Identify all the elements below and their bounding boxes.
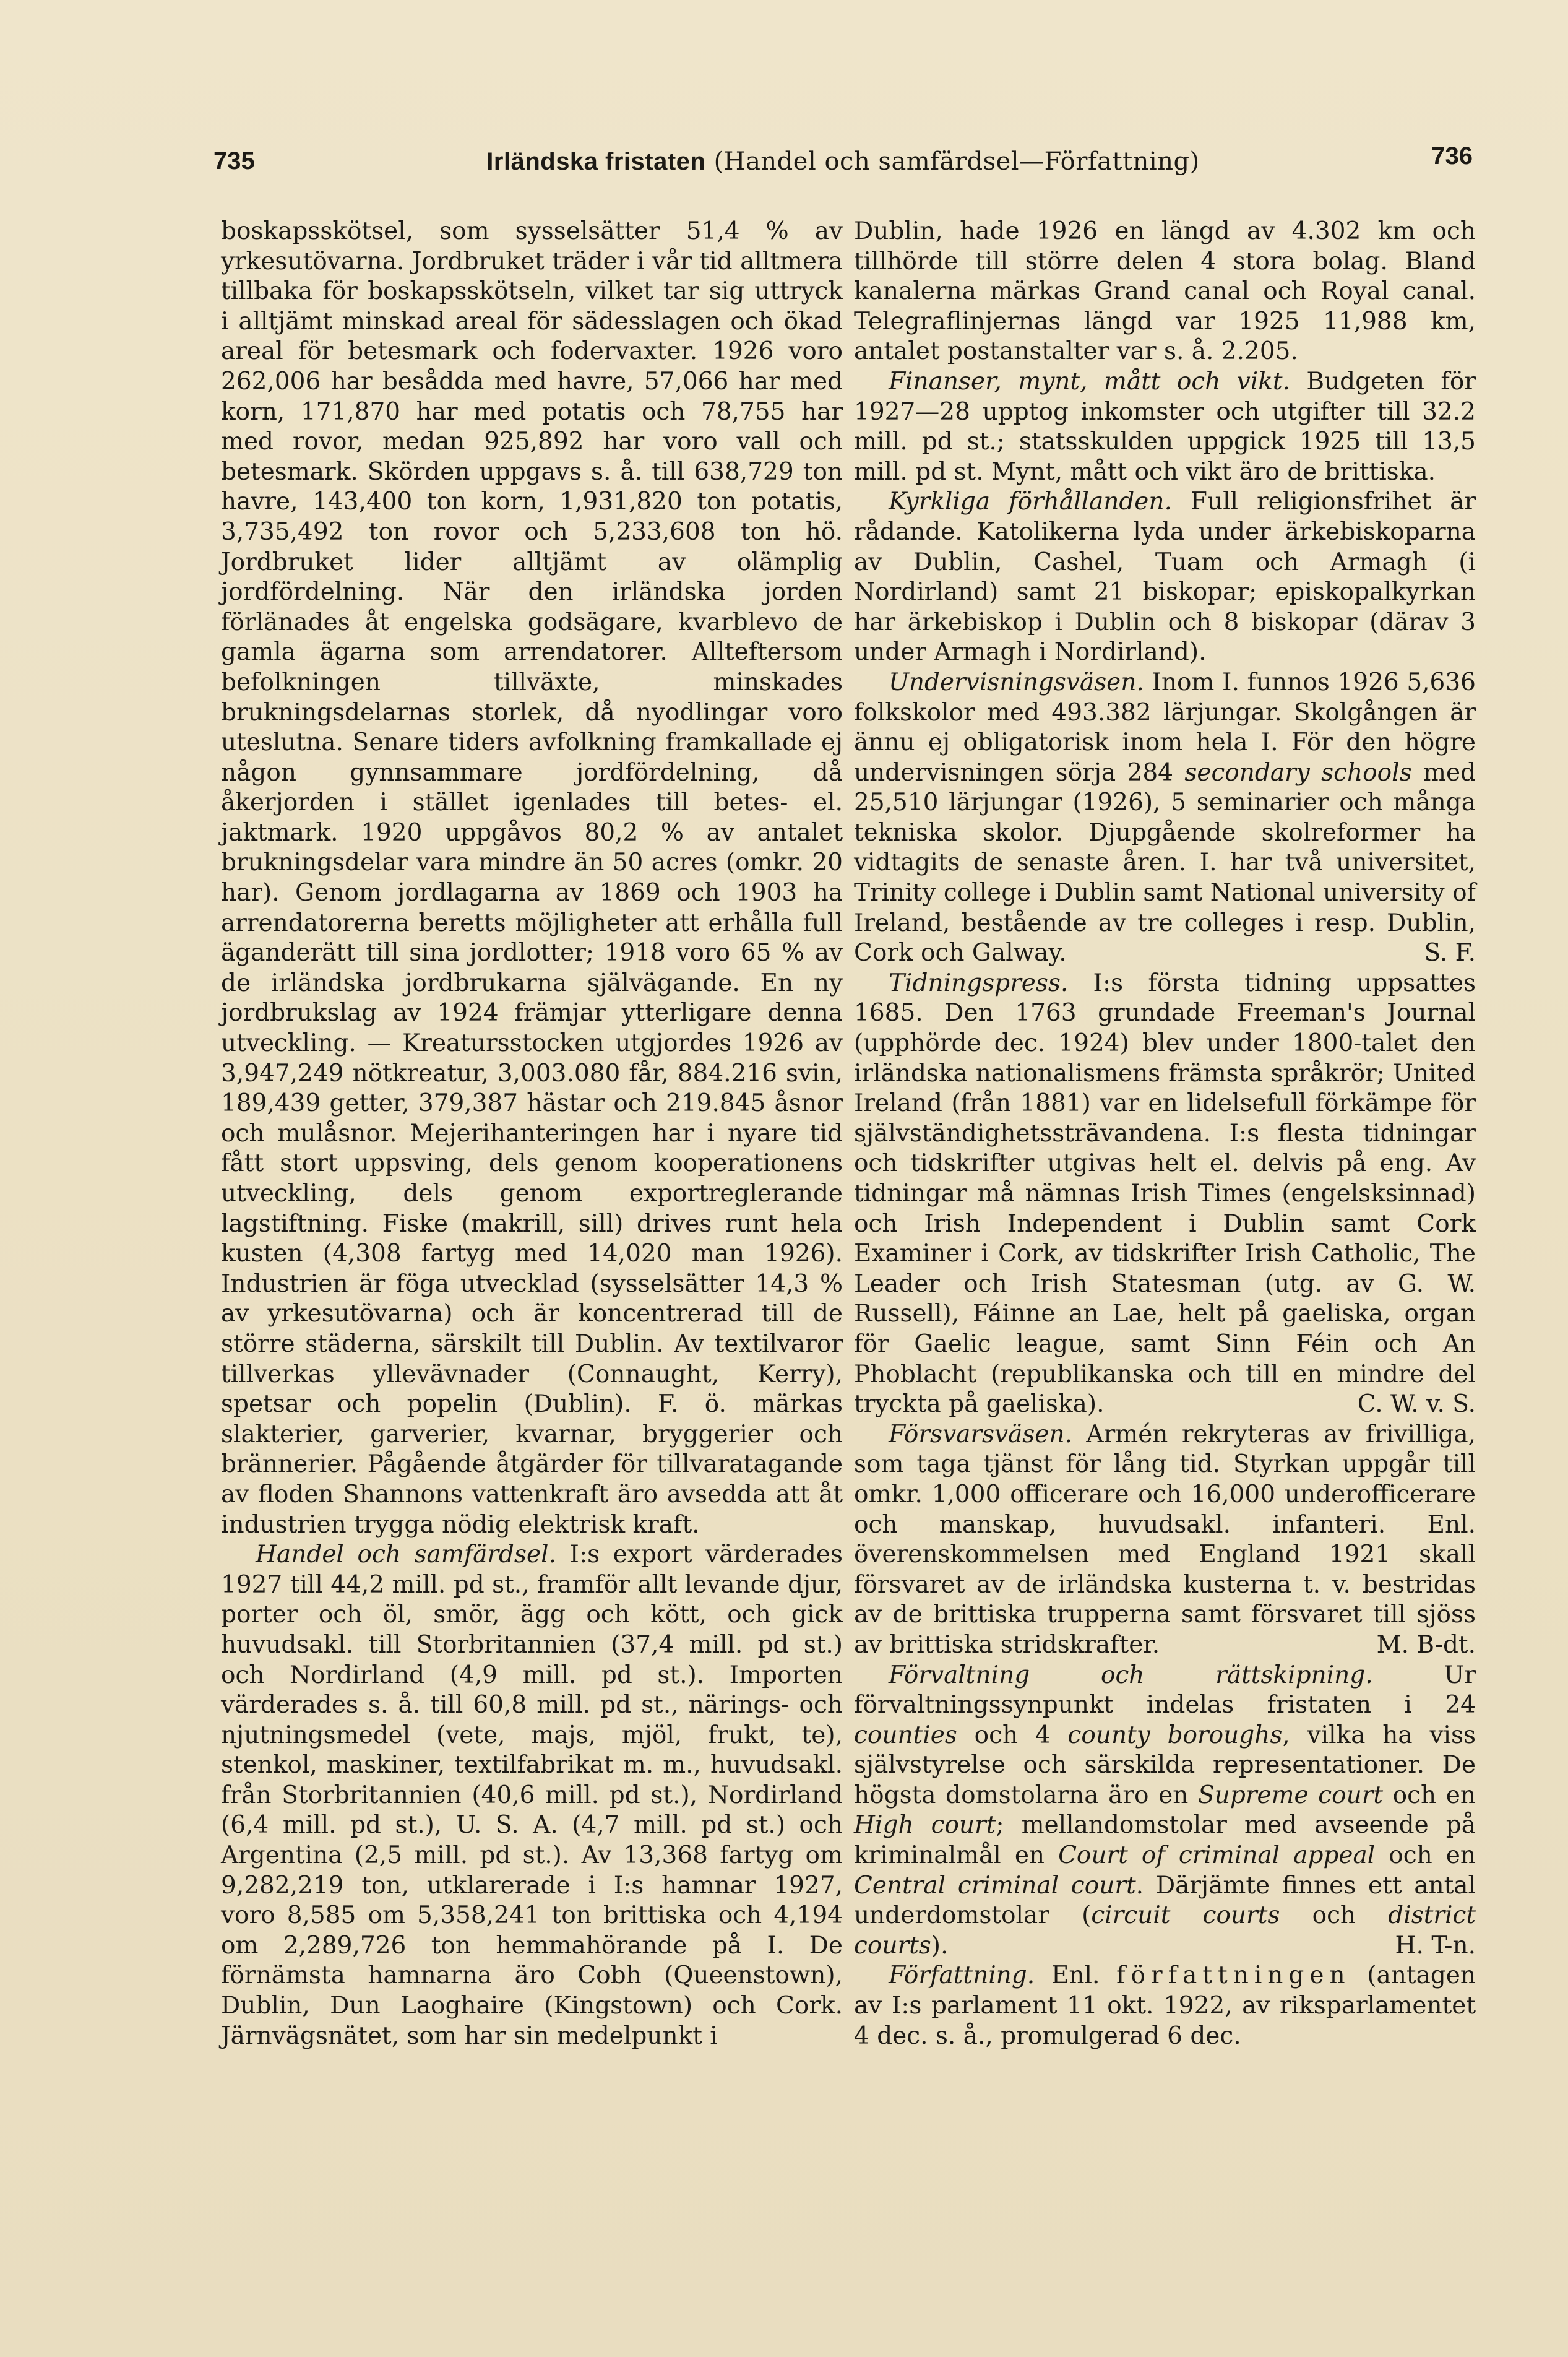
author-signature-education: S. F. <box>1424 939 1476 967</box>
section-heading-trade: Handel och samfärdsel. <box>256 1541 556 1569</box>
running-head-section: (Handel och samfärdsel—Författning) <box>713 147 1200 176</box>
term-secondary-schools: secondary schools <box>1184 758 1412 787</box>
section-heading-church: Kyrkliga förhållanden. <box>889 488 1172 516</box>
text-fragment: och 4 <box>957 1721 1068 1749</box>
section-heading-constitution: Författning. <box>889 1961 1035 1990</box>
paragraph-constitution-text: (antagen av I:s parlament 11 okt. 1922, av riksparlamentet 4 dec. s. å., promulgerad 6 dec. <box>854 1961 1476 2050</box>
paragraph-transport: Dublin, hade 1926 en längd av 4.302 km och tillhörde till större delen 4 stora bolag. Bland kanalerna märkas Grand canal och Royal canal. Telegraflinjernas längd var 1925 11,988 km, antalet postanstalter var s. å. 2.205. <box>854 217 1476 366</box>
term-counties: counties <box>854 1721 957 1749</box>
page-header <box>213 142 1473 191</box>
paragraph-press-text: I:s första tidning uppsattes 1685. Den 1763 grundade Freeman's Journal (upphörde dec. 1924) blev under 1800-talet den irländska nationalismens främsta språkrör; United Ireland (från 1881) var en lidelsefull förkämpe för självständighetssträvandena. I:s flesta tidningar och tidskrifter utgivas helt el. delvis på eng. Av tidningar må nämnas Irish Times (engelsksinnad) och Irish Independent i Dublin samt Cork Examiner i Cork, av tidskrifter Irish Catholic, The Leader och Irish Statesman (utg. av G. W. Russell), Fáinne an Lae, helt på gaeliska, organ för Gaelic league, samt Sinn Féin och An Phoblacht (republikanska och till en mindre del tryckta på gaeliska). <box>854 969 1476 1419</box>
paragraph-trade-text: I:s export värderades 1927 till 44,2 mill. pd st., framför allt levande djur, porter och öl, smör, ägg och kött, och gick huvudsakl. till Storbritannien (37,4 mill. pd st.) och Nordirland (4,9 mill. pd st.). Importen värderades s. å. till 60,8 mill. pd st., närings- och njutningsmedel (vete, majs, mjöl, frukt, te), stenkol, maskiner, textilfabrikat m. m., huvudsakl. från Storbritannien (40,6 mill. pd st.), Nordirland (6,4 mill. pd st.), U. S. A. (4,7 mill. pd st.) och Argentina (2,5 mill. pd st.). Av 13,368 fartyg om 9,282,219 ton, utklarerade i I:s hamnar 1927, voro 8,585 om 5,358,241 ton brittiska och 4,194 om 2,289,726 ton hemmahörande på I. De förnämsta hamnarna äro Cobh (Queenstown), Dublin, Dun Laoghaire (Kingstown) och Cork. Järnvägsnätet, som har sin medelpunkt i <box>221 1541 843 2050</box>
spaced-term-forfattningen: författningen <box>1116 1961 1351 1990</box>
author-signature-defence: M. B-dt. <box>1376 1630 1476 1659</box>
text-fragment: . Därjämte finnes ett antal underdomstolar ( <box>854 1871 1476 1930</box>
term-court-of-criminal-appeal: Court of criminal appeal <box>1058 1841 1376 1870</box>
paragraph-education-text-b: med 25,510 lärjungar (1926), 5 seminarier och många tekniska skolor. Djupgående skolreformer ha vidtagits de senaste åren. I. har två universitet, Trinity college i Dublin samt National university of Ireland, bestående av tre colleges i resp. Dublin, Cork och Galway. <box>854 758 1476 967</box>
section-heading-finance: Finanser, mynt, mått och vikt. <box>889 367 1290 396</box>
author-signature-administration: H. T-n. <box>1395 1931 1476 1960</box>
paragraph-church-text: Full religionsfrihet är rådande. Katolikerna lyda under ärkebiskoparna av Dublin, Cashel, Tuam och Armagh (i Nordirland) samt 21 biskopar; episkopalkyrkan har ärkebiskop i Dublin och 8 biskopar (därav 3 under Armagh i Nordirland). <box>854 488 1476 667</box>
paragraph-constitution <box>854 1961 1476 2051</box>
paragraph-finance <box>854 367 1476 487</box>
section-heading-education: Undervisningsväsen. <box>889 668 1144 696</box>
paragraph-education <box>854 668 1476 969</box>
paragraph-finance-text: Budgeten för 1927—28 upptog inkomster och utgifter till 32.2 mill. pd st.; statsskulden uppgick 1925 till 13,5 mill. pd st. Mynt, mått och vikt äro de brittiska. <box>854 367 1476 486</box>
running-head-title: Irländska fristaten <box>486 148 706 175</box>
paragraph-trade <box>221 1540 843 2051</box>
text-fragment: och en <box>1383 1781 1476 1809</box>
page-number-left: 735 <box>213 147 255 175</box>
term-circuit-courts: circuit courts <box>1091 1901 1280 1930</box>
text-fragment: , vilka ha viss självstyrelse och särskilda representationer. De högsta domstolarna äro en <box>854 1721 1476 1809</box>
section-heading-press: Tidningspress. <box>889 969 1069 997</box>
author-signature-press: C. W. v. S. <box>1357 1390 1476 1419</box>
text-fragment: Enl. <box>1035 1961 1117 1990</box>
text-fragment: ; mellandomstolar med avseende på kriminalmål en <box>854 1811 1476 1870</box>
paragraph-administration <box>854 1661 1476 1961</box>
paragraph-education-text-a: Inom I. funnos 1926 5,636 folkskolor med 493.382 lärjungar. Skolgången är ännu ej obligatorisk inom hela I. För den högre undervisningen sörja 284 <box>854 668 1476 787</box>
right-column <box>854 217 1476 2051</box>
left-column <box>221 217 843 2051</box>
text-fragment: Ur förvaltningssynpunkt indelas fristaten i 24 <box>854 1661 1476 1719</box>
paragraph-press <box>854 969 1476 1420</box>
text-fragment: ). <box>931 1931 949 1960</box>
text-fragment: och <box>1280 1901 1389 1930</box>
term-high-court: High court <box>854 1811 996 1840</box>
section-heading-administration: Förvaltning och rättskipning. <box>889 1661 1373 1689</box>
running-head <box>213 147 1473 176</box>
paragraph-defence <box>854 1420 1476 1661</box>
term-county-boroughs: county boroughs <box>1067 1721 1283 1749</box>
term-central-criminal-court: Central criminal court <box>854 1871 1136 1900</box>
section-heading-defence: Försvarsväsen. <box>889 1420 1072 1448</box>
term-district-courts: district courts <box>854 1901 1476 1960</box>
page-number-right: 736 <box>1431 142 1473 170</box>
paragraph-defence-text: Armén rekryteras av frivilliga, som taga tjänst för lång tid. Styrkan uppgår till omkr. 1,000 officerare och 16,000 underofficerare och manskap, huvudsakl. infanteri. Enl. överenskommelsen med England 1921 skall försvaret av de irländska kusterna t. v. bestridas av de brittiska trupperna samt försvaret till sjöss av brittiska stridskrafter. <box>854 1420 1476 1659</box>
paragraph-agriculture: boskapsskötsel, som sysselsätter 51,4 % av yrkesutövarna. Jordbruket träder i vår tid alltmera tillbaka för boskapsskötseln, vilket tar sig uttryck i alltjämt minskad areal för sädesslagen och ökad areal för betesmark och fodervaxter. 1926 voro 262,006 har besådda med havre, 57,066 har med korn, 171,870 har med potatis och 78,755 har med rovor, medan 925,892 har voro vall och betesmark. Skörden uppgavs s. å. till 638,729 ton havre, 143,400 ton korn, 1,931,820 ton potatis, 3,735,492 ton rovor och 5,233,608 ton hö. Jordbruket lider alltjämt av olämplig jordfördelning. När den irländska jorden förlänades åt engelska godsägare, kvarblevo de gamla ägarna som arrendatorer. Allteftersom befolkningen tillväxte, minskades brukningsdelarnas storlek, då nyodlingar voro uteslutna. Senare tiders avfolkning framkallade ej någon gynnsammare jordfördelning, då åkerjorden i stället igenlades till betes- el. jaktmark. 1920 uppgåvos 80,2 % av antalet brukningsdelar vara mindre än 50 acres (omkr. 20 har). Genom jordlagarna av 1869 och 1903 ha arrendatorerna beretts möjligheter att erhålla full äganderätt till sina jordlotter; 1918 voro 65 % av de irländska jordbrukarna självägande. En ny jordbrukslag av 1924 främjar ytterligare denna utveckling. — Kreatursstocken utgjordes 1926 av 3,947,249 nötkreatur, 3,003.080 får, 884.216 svin, 189,439 getter, 379,387 hästar och 219.845 åsnor och mulåsnor. Mejerihanteringen har i nyare tid fått stort uppsving, dels genom kooperationens utveckling, dels genom exportreglerande lagstiftning. Fiske (makrill, sill) drives runt hela kusten (4,308 fartyg med 14,020 man 1926). Industrien är föga utvecklad (sysselsätter 14,3 % av yrkesutövarna) och är koncentrerad till de större städerna, särskilt till Dublin. Av textilvaror tillverkas yllevävnader (Connaught, Kerry), spetsar och popelin (Dublin). F. ö. märkas slakterier, garverier, kvarnar, bryggerier och brännerier. Pågående åtgärder för tillvaratagande av floden Shannons vattenkraft äro avsedda att åt industrien trygga nödig elektrisk kraft. <box>221 217 843 1539</box>
paragraph-church <box>854 487 1476 668</box>
text-fragment: och en <box>1375 1841 1476 1870</box>
term-supreme-court: Supreme court <box>1198 1781 1384 1809</box>
